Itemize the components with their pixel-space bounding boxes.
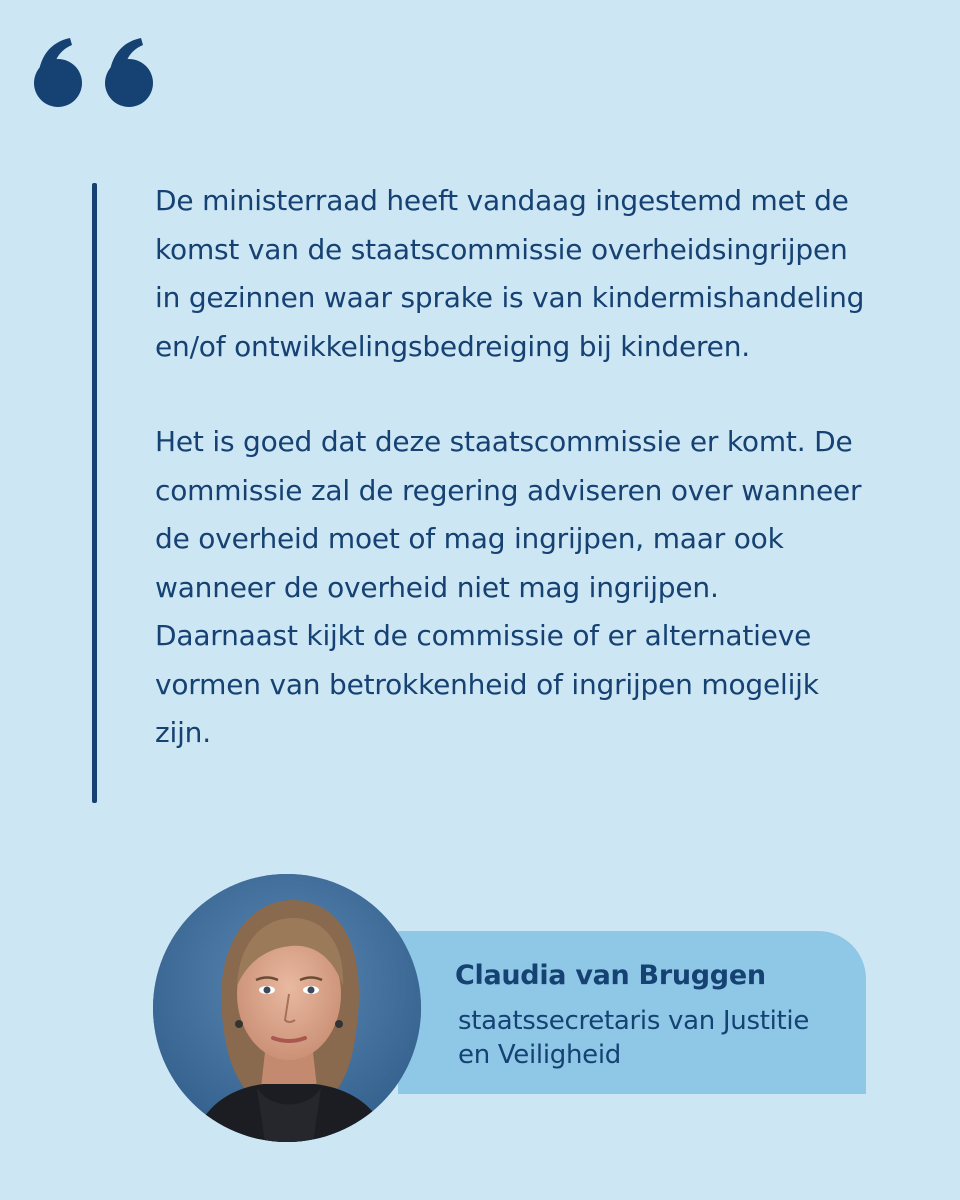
speaker-role: staatssecretaris van Justitie en Veiligheid [458, 1006, 810, 1070]
quote-bar [92, 183, 97, 803]
quote-block [92, 183, 872, 803]
portrait-illustration [153, 874, 421, 1142]
speaker-portrait [153, 874, 421, 1142]
speaker-name: Claudia van Bruggen [455, 960, 766, 991]
quote-paragraph-1: De ministerraad heeft vandaag ingestemd met de komst van de staatscommissie overheidsingrijpen in gezinnen waar sprake is van kindermishandeling en/of ontwikkelingsbedreiging bij kinderen. [155, 184, 865, 363]
quote-mark-icon [34, 36, 158, 110]
quote-text [155, 177, 865, 805]
quote-paragraph-2: Het is goed dat deze staatscommissie er komt. De commissie zal de regering adviseren over wanneer de overheid moet of mag ingrijpen, maar ook wanneer de overheid niet mag ingrijpen. Daarnaast kijkt de commissie of er alternatieve vormen van betrokkenheid of ingrijpen mogelijk zijn. [155, 425, 862, 749]
